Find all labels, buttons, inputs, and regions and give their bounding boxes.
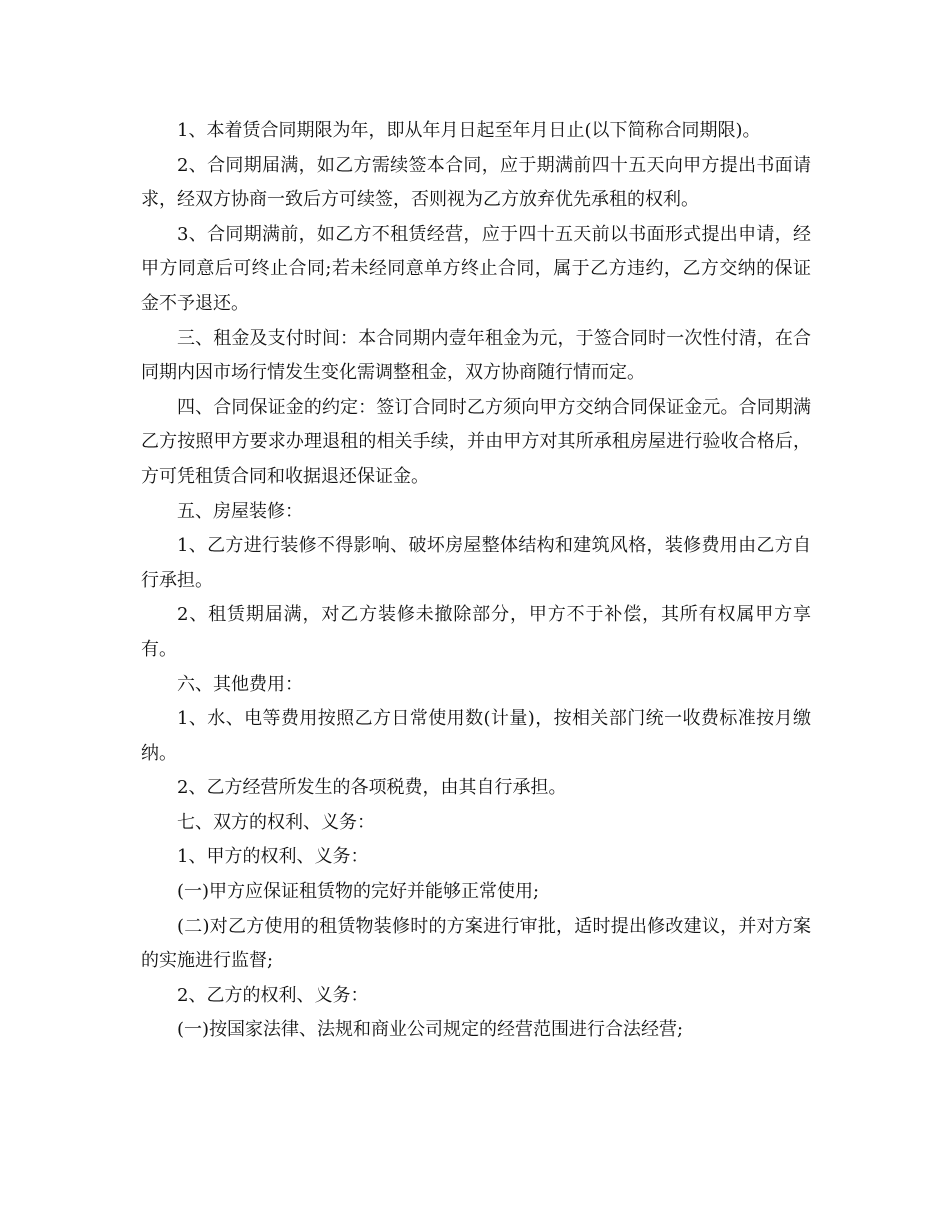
paragraph-party-a-1: (一)甲方应保证租赁物的完好并能够正常使用;	[177, 881, 540, 903]
heading-other-fees: 六、其他费用：	[177, 673, 303, 695]
paragraph-party-a-2: (二)对乙方使用的租赁物装修时的方案进行审批，适时提出修改建议，并对方案的实施进行监督;	[141, 915, 811, 972]
paragraph-term-length: 1、本着赁合同期限为年，即从年月日起至年月日止(以下简称合同期限)。	[177, 120, 761, 141]
paragraph-fees-1: 1、水、电等费用按照乙方日常使用数(计量)，按相关部门统一收费标准按月缴纳。	[141, 708, 811, 764]
paragraph-early-termination: 3、合同期满前，如乙方不租赁经营，应于四十五天前以书面形式提出申请，经甲方同意后可终止合同;若未经同意单方终止合同，属于乙方违约，乙方交纳的保证金不予退还。	[141, 223, 811, 314]
paragraph-fees-2: 2、乙方经营所发生的各项税费，由其自行承担。	[177, 777, 567, 799]
heading-rights-duties: 七、双方的权利、义务：	[177, 811, 375, 833]
paragraph-renovation-1: 1、乙方进行装修不得影响、破坏房屋整体结构和建筑风格，装修费用由乙方自行承担。	[141, 535, 811, 591]
paragraph-deposit: 四、合同保证金的约定：签订合同时乙方须向甲方交纳合同保证金元。合同期满乙方按照甲方要求办理退租的相关手续，并由甲方对其所承租房屋进行验收合格后，方可凭租赁合同和收据退还保证金。	[141, 396, 811, 487]
heading-renovation: 五、房屋装修：	[177, 500, 303, 522]
paragraph-renewal: 2、合同期届满，如乙方需续签本合同，应于期满前四十五天向甲方提出书面请求，经双方协商一致后方可续签，否则视为乙方放弃优先承租的权利。	[141, 154, 811, 211]
paragraph-party-b-1: (一)按国家法律、法规和商业公司规定的经营范围进行合法经营;	[177, 1019, 684, 1041]
heading-party-a-rights: 1、甲方的权利、义务：	[177, 846, 369, 868]
paragraph-rent-payment: 三、租金及支付时间：本合同期内壹年租金为元，于签合同时一次性付清，在合同期内因市场行情发生变化需调整租金，双方协商随行情而定。	[141, 327, 811, 384]
document-page	[141, 114, 811, 1048]
heading-party-b-rights: 2、乙方的权利、义务：	[177, 984, 369, 1006]
paragraph-renovation-2: 2、租赁期届满，对乙方装修未撤除部分，甲方不于补偿，其所有权属甲方享有。	[141, 604, 811, 660]
